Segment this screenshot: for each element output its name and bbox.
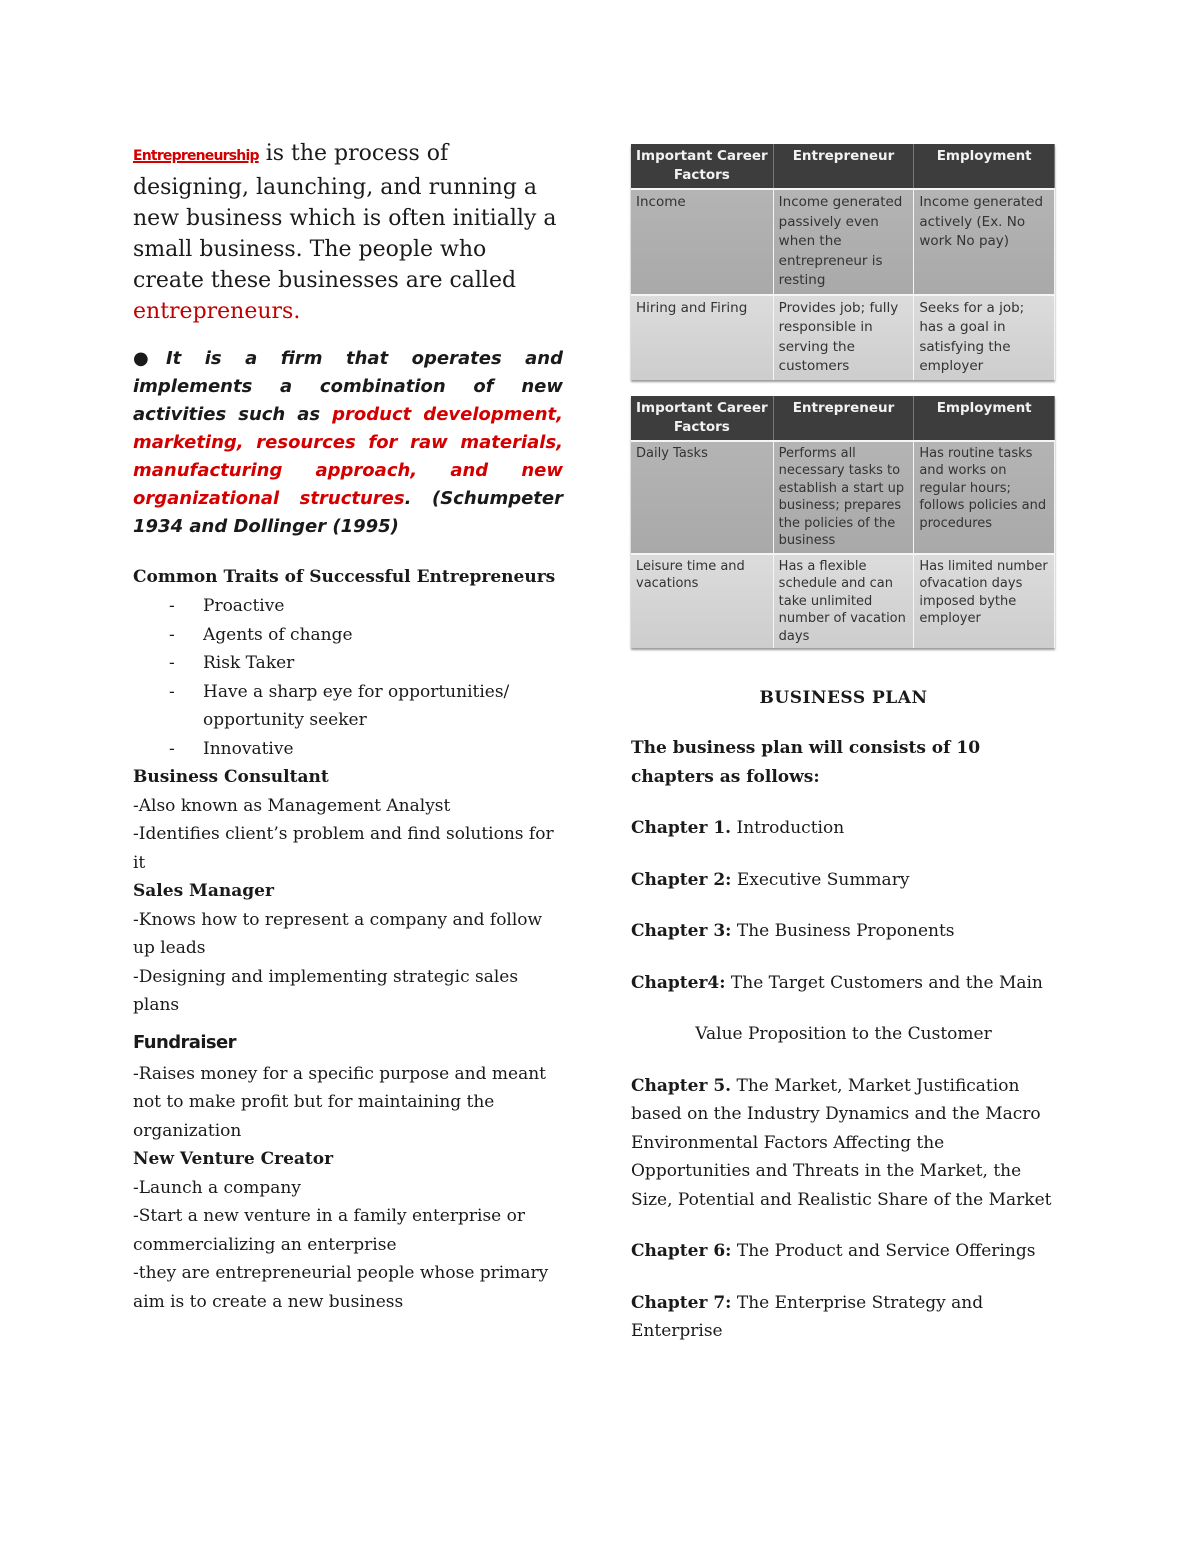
chapter-text: Introduction bbox=[731, 818, 845, 838]
chapter-text: The Target Customers and the Main bbox=[725, 972, 1043, 993]
chapter-label: Chapter 6: bbox=[631, 1241, 732, 1261]
role-line: -Launch a company bbox=[133, 1177, 301, 1198]
role-line: -Raises money for a specific purpose and meant not to make profit but for maintaining the organization bbox=[133, 1063, 547, 1141]
chapter-continuation: Value Proposition to the Customer bbox=[695, 1024, 992, 1044]
table-header: Important Career Factors bbox=[631, 144, 773, 189]
career-factors-table-2 bbox=[631, 396, 1055, 649]
table-header-row bbox=[631, 396, 1055, 441]
chapter-item bbox=[631, 814, 1056, 843]
role-line: -Knows how to represent a company and follow up leads bbox=[133, 909, 543, 958]
role-heading-fundraiser: Fundraiser bbox=[133, 1031, 236, 1053]
list-item: - Risk Taker bbox=[169, 649, 563, 678]
list-item: - Proactive bbox=[169, 592, 563, 621]
table-cell: Income bbox=[631, 189, 773, 295]
bullet-icon: ● bbox=[133, 348, 166, 369]
table-cell: Provides job; fully responsible in serving the customers bbox=[773, 295, 914, 380]
right-column bbox=[631, 144, 1056, 1346]
table-header: Important Career Factors bbox=[631, 396, 773, 441]
chapter-item bbox=[631, 969, 1056, 998]
chapter-label: Chapter 2: bbox=[631, 869, 732, 890]
business-plan-title: BUSINESS PLAN bbox=[759, 688, 928, 708]
table-header: Entrepreneur bbox=[773, 144, 914, 189]
chapter-item bbox=[631, 1289, 1056, 1346]
list-item: - Agents of change bbox=[169, 621, 563, 650]
intro-red-word: entrepreneurs. bbox=[133, 299, 301, 324]
chapter-text: The Market, Market Justification based on the Industry Dynamics and the Macro Environmental Factors Affecting the Opportunities and Threats in the Market, the Size, Potential and Realistic Share of the Market bbox=[631, 1075, 1052, 1210]
intro-term: Entrepreneurship bbox=[133, 148, 259, 164]
role-heading-sales-manager: Sales Manager bbox=[133, 881, 274, 901]
quote-lead: It is a firm that operates and implements a combination of new activities such as bbox=[133, 348, 563, 425]
table-cell: Income generated passively even when the entrepreneur is resting bbox=[773, 189, 914, 295]
definition-quote bbox=[133, 345, 563, 541]
table-cell: Leisure time and vacations bbox=[631, 554, 773, 649]
role-line: -they are entrepreneurial people whose primary aim is to create a new business bbox=[133, 1263, 549, 1312]
table-row bbox=[631, 554, 1055, 649]
chapter-item bbox=[631, 917, 1056, 946]
table-cell: Hiring and Firing bbox=[631, 295, 773, 380]
chapter-text: The Business Proponents bbox=[731, 921, 955, 941]
role-heading-new-venture-creator: New Venture Creator bbox=[133, 1149, 334, 1169]
chapter-label: Chapter 7: bbox=[631, 1292, 732, 1313]
role-line: -Designing and implementing strategic sales plans bbox=[133, 966, 519, 1015]
quote-red-terms: product development, marketing, resources for raw materials, manufacturing approach, and new organizational structures bbox=[133, 404, 563, 509]
role-line: -Identifies client’s problem and find solutions for it bbox=[133, 824, 554, 873]
table-cell: Income generated actively (Ex. No work No pay) bbox=[914, 189, 1055, 295]
left-column bbox=[133, 138, 563, 1316]
table-cell: Daily Tasks bbox=[631, 441, 773, 554]
chapter-label: Chapter 3: bbox=[631, 921, 732, 941]
table-row bbox=[631, 441, 1055, 554]
chapter-label: Chapter 1. bbox=[631, 818, 732, 838]
table-row bbox=[631, 295, 1055, 380]
role-line: -Start a new venture in a family enterprise or commercializing an enterprise bbox=[133, 1206, 525, 1255]
chapter-item bbox=[631, 1237, 1056, 1266]
career-factors-table-1 bbox=[631, 144, 1055, 380]
chapter-text: Executive Summary bbox=[731, 869, 910, 890]
business-plan-lead: The business plan will consists of 10 chapters as follows: bbox=[631, 738, 981, 787]
role-line: -Also known as Management Analyst bbox=[133, 795, 451, 816]
list-item: - Have a sharp eye for opportunities/ opportunity seeker bbox=[169, 678, 563, 735]
traits-heading: Common Traits of Successful Entrepreneurs bbox=[133, 567, 556, 587]
chapter-text: The Enterprise Strategy and Enterprise bbox=[631, 1292, 984, 1341]
intro-text: is the process of designing, launching, and running a new business which is often initially a small business. The people who create these businesses are called bbox=[133, 141, 557, 293]
quote-tail: . (Schumpeter 1934 and Dollinger (1995) bbox=[133, 488, 563, 537]
table-cell: Has limited number ofvacation days imposed bythe employer bbox=[914, 554, 1055, 649]
chapter-item bbox=[631, 866, 1056, 895]
table-cell: Has a flexible schedule and can take unlimited number of vacation days bbox=[773, 554, 914, 649]
role-heading-business-consultant: Business Consultant bbox=[133, 767, 329, 787]
table-row bbox=[631, 189, 1055, 295]
chapter-text: The Product and Service Offerings bbox=[731, 1241, 1036, 1261]
table-header: Employment bbox=[914, 396, 1055, 441]
table-header-row bbox=[631, 144, 1055, 189]
intro-paragraph bbox=[133, 138, 563, 327]
table-cell: Performs all necessary tasks to establish a start up business; prepares the policies of the business bbox=[773, 441, 914, 554]
chapter-label: Chapter4: bbox=[631, 972, 726, 993]
chapter-item bbox=[631, 1072, 1056, 1215]
list-item: - Innovative bbox=[169, 735, 563, 764]
traits-list bbox=[133, 592, 563, 763]
table-cell: Has routine tasks and works on regular hours; follows policies and procedures bbox=[914, 441, 1055, 554]
table-header: Employment bbox=[914, 144, 1055, 189]
chapter-label: Chapter 5. bbox=[631, 1075, 732, 1096]
table-cell: Seeks for a job; has a goal in satisfying the employer bbox=[914, 295, 1055, 380]
table-header: Entrepreneur bbox=[773, 396, 914, 441]
